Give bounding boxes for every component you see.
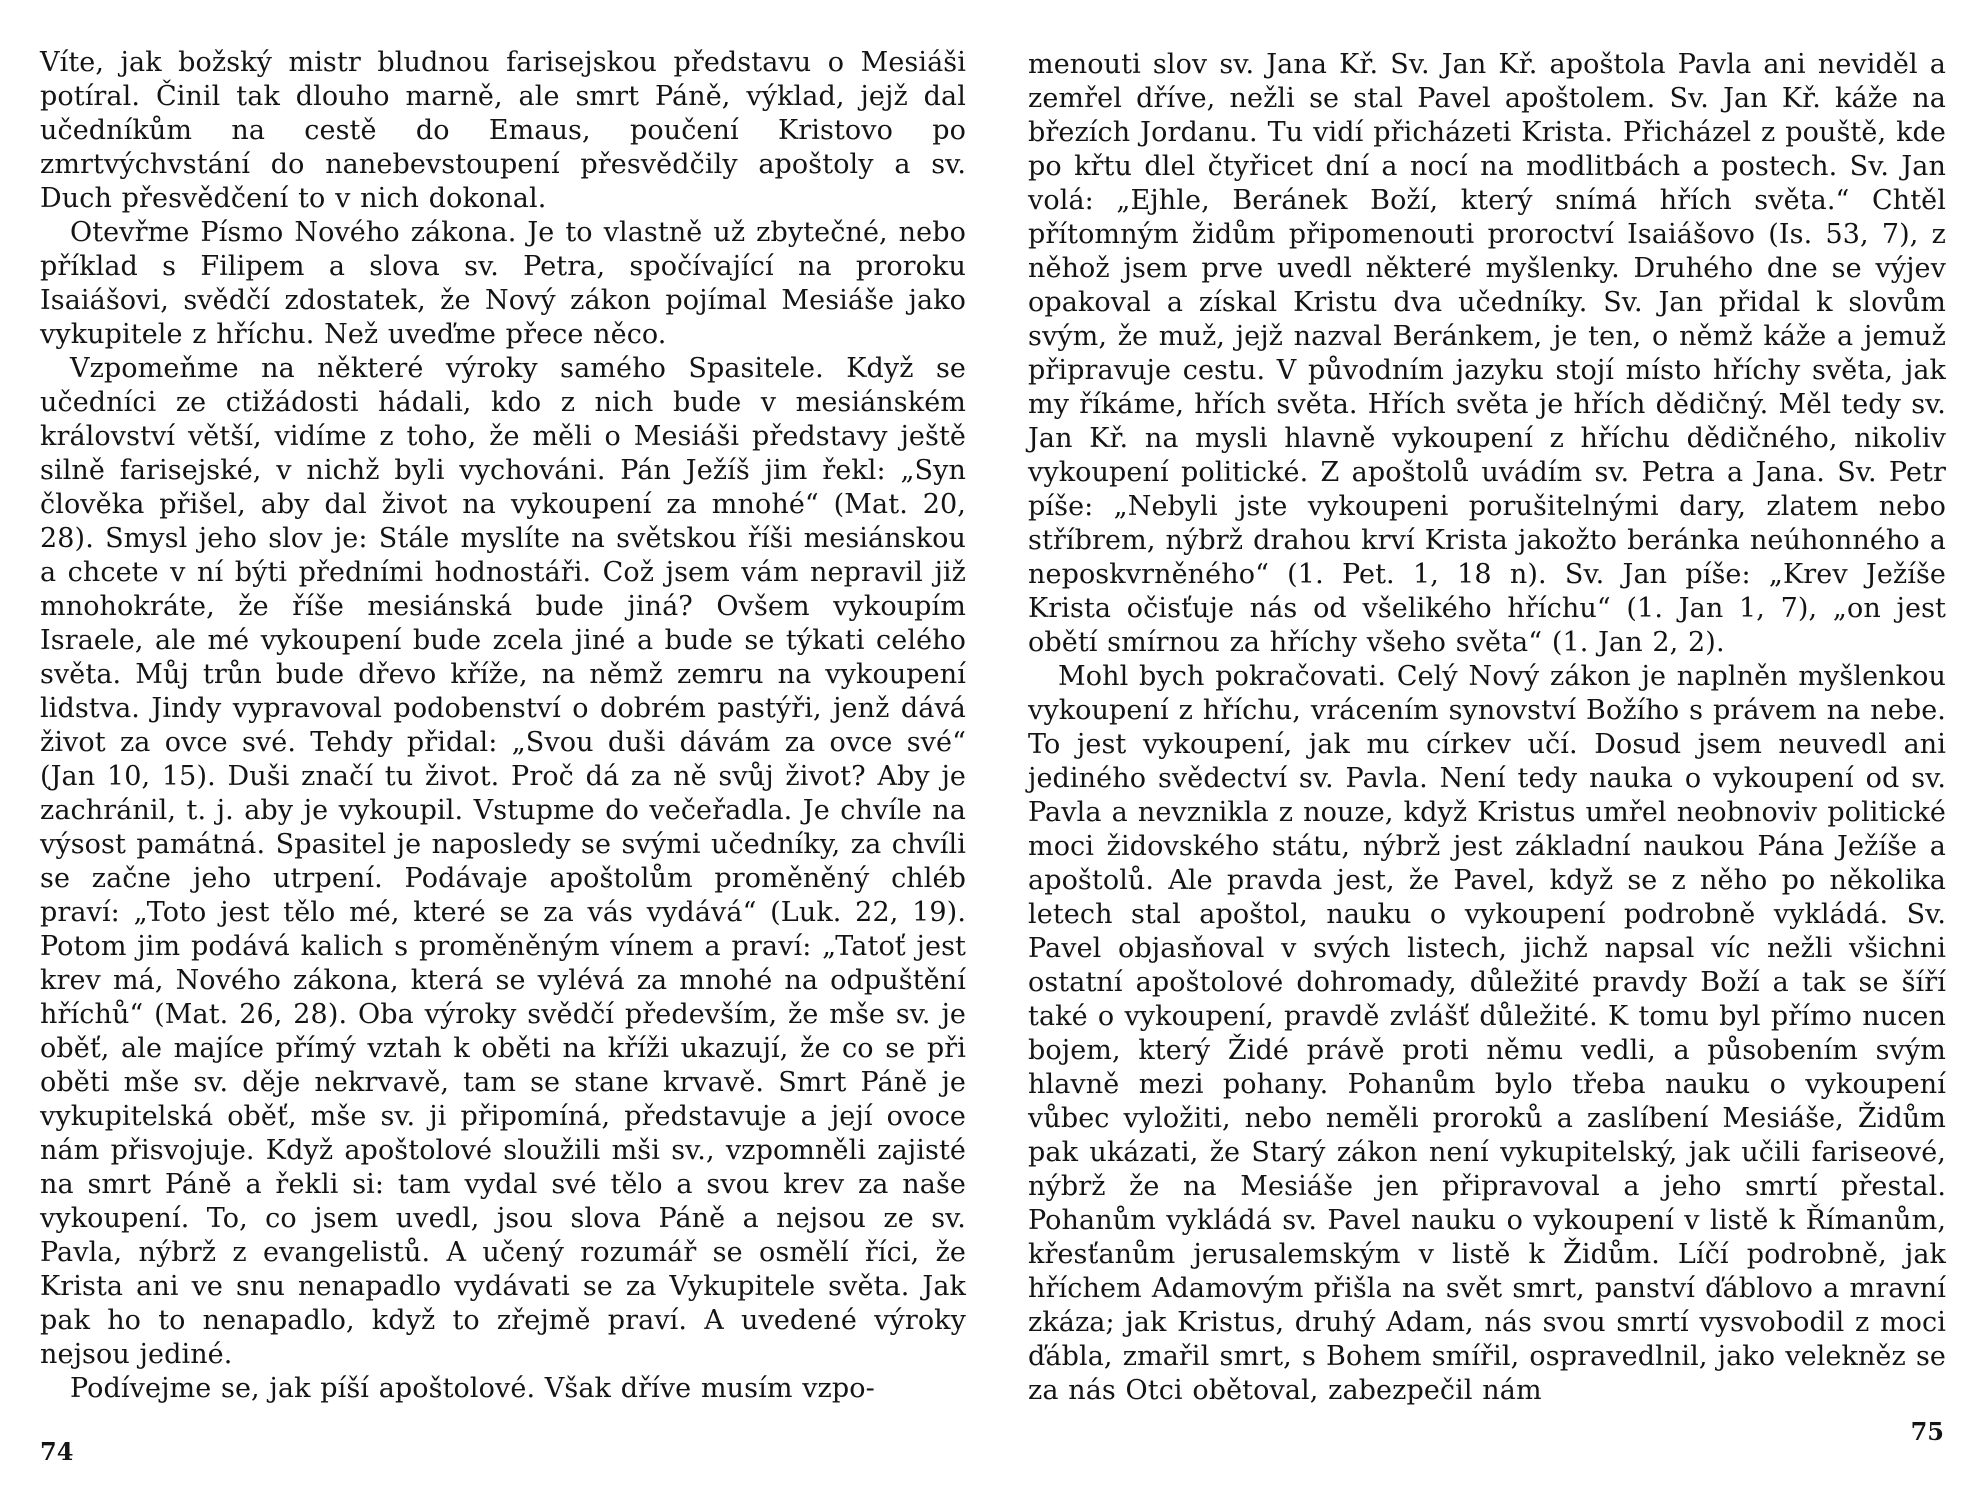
- page-number-left: 74: [40, 1437, 74, 1466]
- page-number-right: 75: [1910, 1417, 1944, 1446]
- right-page-text: [1028, 48, 1946, 1408]
- paragraph: Otevřme Písmo Nového zákona. Je to vlastně už zbytečné, nebo příklad s Filipem a slova sv. Petra, spočívající na proroku Isaiášovi, svědčí zdostatek, že Nový zákon pojímal Mesiáše jako vykupitele z hříchu. Než uveďme přece něco.: [40, 217, 966, 350]
- paragraph: Podívejme se, jak píší apoštolové. Však dříve musím vzpo-: [70, 1373, 875, 1404]
- left-page-text: [40, 46, 966, 1406]
- paragraph: Mohl bych pokračovati. Celý Nový zákon je naplněn myšlenkou vykoupení z hříchu, vrácením synovství Božího s právem na nebe. To jest vykoupení, jak mu církev učí. Dosud jsem neuvedl ani jediného svědectví sv. Pavla. Není tedy nauka o vykoupení od sv. Pavla a nevznikla z nouze, když Kristus umřel neobnoviv politické moci židovského státu, nýbrž jest základní naukou Pána Ježíše a apoštolů. Ale pravda jest, že Pavel, když se z něho po několika letech stal apoštol, nauku o vykoupení podrobně vykládá. Sv. Pavel objasňoval v svých listech, jichž napsal víc nežli všichni ostatní apoštolové dohromady, důležité pravdy Boží a tak se šíří také o vykoupení, pravdě zvlášť důležité. K tomu byl přímo nucen bojem, který Židé právě proti němu vedli, a působením svým hlavně mezi pohany. Pohanům bylo třeba nauku o vykoupení vůbec vyložiti, nebo neměli proroků a zaslíbení Mesiáše, Židům pak ukázati, že Starý zákon není vykupitelský, jak učili fariseové, nýbrž že na Mesiáše jen připravoval a jeho smrtí přestal. Pohanům vykládá sv. Pavel nauku o vykoupení v listě k Římanům, křesťanům jerusalemským v listě k Židům. Líčí podrobně, jak hříchem Adamovým přišla na svět smrt, panství ďáblovo a mravní zkáza; jak Kristus, druhý Adam, nás svou smrtí vysvobodil z moci ďábla, zmařil smrt, s Bohem smířil, ospravedlnil, jako velekněz se za nás Otci obětoval, zabezpečil nám: [1028, 661, 1946, 1406]
- right-page: [1028, 48, 1946, 1408]
- paragraph: menouti slov sv. Jana Kř. Sv. Jan Kř. apoštola Pavla ani neviděl a zemřel dříve, nežli se stal Pavel apoštolem. Sv. Jan Kř. káže na březích Jordanu. Tu vidí přicházeti Krista. Přicházel z pouště, kde po křtu dlel čtyřicet dní a nocí na modlitbách a postech. Sv. Jan volá: „Ejhle, Beránek Boží, který snímá hřích světa.“ Chtěl přítomným židům připomenouti proroctví Isaiášovo (Is. 53, 7), z něhož jsem prve uvedl některé myšlenky. Druhého dne se výjev opakoval a získal Kristu dva učedníky. Sv. Jan přidal k slovům svým, že muž, jejž nazval Beránkem, je ten, o němž káže a jemuž připravuje cestu. V původním jazyku stojí místo hříchy světa, jak my říkáme, hřích světa. Hřích světa je hřích dědičný. Měl tedy sv. Jan Kř. na mysli hlavně vykoupení z hříchu dědičného, nikoliv vykoupení politické. Z apoštolů uvádím sv. Petra a Jana. Sv. Petr píše: „Nebyli jste vykoupeni porušitelnými dary, zlatem nebo stříbrem, nýbrž drahou krví Krista jakožto beránka neúhonného a neposkvrněného“ (1. Pet. 1, 18 n). Sv. Jan píše: „Krev Ježíše Krista očisťuje nás od všelikého hříchu“ (1. Jan 1, 7), „on jest obětí smírnou za hříchy všeho světa“ (1. Jan 2, 2).: [1028, 49, 1946, 658]
- paragraph: Vzpomeňme na některé výroky samého Spasitele. Když se učedníci ze ctižádosti hádali, kdo z nich bude v mesiánském království větší, vidíme z toho, že měli o Mesiáši představy ještě silně farisejské, v nichž byli vychováni. Pán Ježíš jim řekl: „Syn člověka přišel, aby dal život na vykoupení za mnohé“ (Mat. 20, 28). Smysl jeho slov je: Stále myslíte na světskou říši mesiánskou a chcete v ní býti předními hodnostáři. Což jsem vám nepravil již mnohokráte, že říše mesiánská bude jiná? Ovšem vykoupím Israele, ale mé vykoupení bude zcela jiné a bude se týkati celého světa. Můj trůn bude dřevo kříže, na němž zemru na vykoupení lidstva. Jindy vypravoval podobenství o dobrém pastýři, jenž dává život za ovce své. Tehdy přidal: „Svou duši dávám za ovce své“ (Jan 10, 15). Duši značí tu život. Proč dá za ně svůj život? Aby je zachránil, t. j. aby je vykoupil. Vstupme do večeřadla. Je chvíle na výsost památná. Spasitel je naposledy se svými učedníky, za chvíli se začne jeho utrpení. Podávaje apoštolům proměněný chléb praví: „Toto jest tělo mé, které se za vás vydává“ (Luk. 22, 19). Potom jim podává kalich s proměněným vínem a praví: „Tatoť jest krev má, Nového zákona, která se vylévá za mnohé na odpuštění hříchů“ (Mat. 26, 28). Oba výroky svědčí především, že mše sv. je oběť, ale majíce přímý vztah k oběti na kříži ukazují, že co se při oběti mše sv. děje nekrvavě, tam se stane krvavě. Smrt Páně je vykupitelská oběť, mše sv. ji připomíná, představuje a její ovoce nám přisvojuje. Když apoštolové sloužili mši sv., vzpomněli zajisté na smrt Páně a řekli si: tam vydal své tělo a svou krev za naše vykoupení. To, co jsem uvedl, jsou slova Páně a nejsou ze sv. Pavla, nýbrž z evangelistů. A učený rozumář se osmělí říci, že Krista ani ve snu nenapadlo vydávati se za Vykupitele světa. Jak pak ho to nenapadlo, když to zřejmě praví. A uvedené výroky nejsou jediné.: [40, 353, 966, 1370]
- paragraph: Víte, jak božský mistr bludnou farisejskou představu o Mesiáši potíral. Činil tak dlouho marně, ale smrt Páně, výklad, jejž dal učedníkům na cestě do Emaus, poučení Kristovo po zmrtvýchvstání do nanebevstoupení přesvědčily apoštoly a sv. Duch přesvědčení to v nich dokonal.: [40, 47, 966, 214]
- left-page: [40, 46, 966, 1406]
